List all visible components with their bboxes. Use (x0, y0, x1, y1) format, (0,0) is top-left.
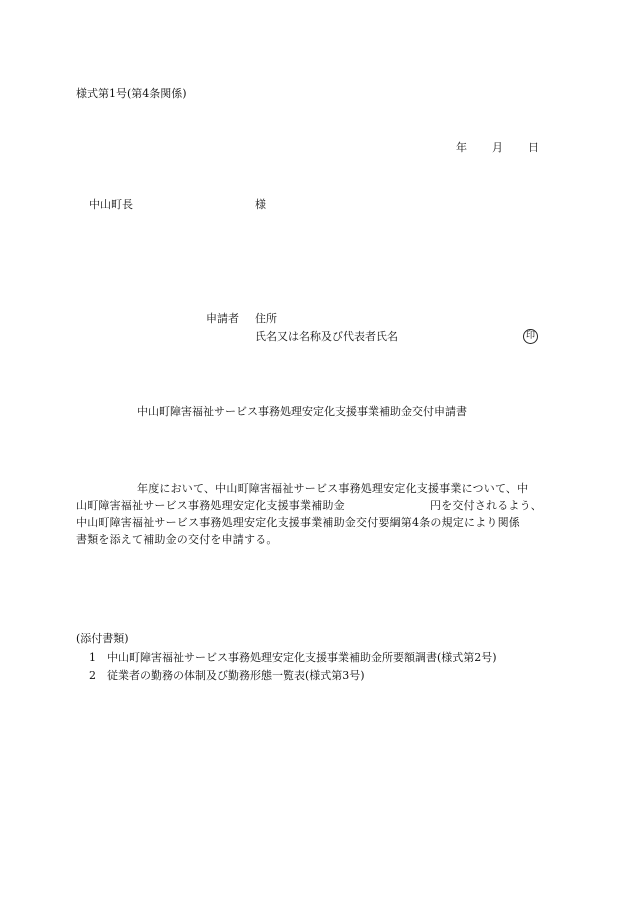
attachments-heading: (添付書類) (76, 632, 129, 645)
body-line-4: 書類を添えて補助金の交付を申請する。 (76, 533, 278, 546)
document-title: 中山町障害福祉サービス事務処理安定化支援事業補助金交付申請書 (137, 405, 467, 418)
body-line-2: 山町障害福祉サービス事務処理安定化支援事業補助金 (76, 499, 345, 512)
applicant-address-label: 住所 (255, 312, 277, 325)
body-line-3: 中山町障害福祉サービス事務処理安定化支援事業補助金交付要綱第4条の規定により関係 (76, 516, 520, 529)
attachment-item-1-number: 1 (89, 651, 96, 664)
attachment-item-2-text: 従業者の勤務の体制及び勤務形態一覧表(様式第3号) (107, 669, 365, 682)
date-day-label: 日 (528, 141, 539, 154)
addressee-honorific: 様 (255, 198, 266, 211)
body-line-2-amount-suffix: 円を交付されるよう、 (430, 499, 542, 512)
form-number: 様式第1号(第4条関係) (76, 87, 187, 100)
seal-mark: 印 (523, 329, 538, 344)
attachment-item-1-text: 中山町障害福祉サービス事務処理安定化支援事業補助金所要額調書(様式第2号) (107, 651, 497, 664)
addressee-name: 中山町長 (89, 198, 133, 211)
body-line-1: 年度において、中山町障害福祉サービス事務処理安定化支援事業について、中 (137, 482, 529, 495)
date-year-label: 年 (456, 141, 467, 154)
attachment-item-2-number: 2 (89, 669, 96, 682)
date-month-label: 月 (492, 141, 503, 154)
applicant-name-label: 氏名又は名称及び代表者氏名 (255, 330, 398, 343)
applicant-role-label: 申請者 (206, 312, 239, 325)
